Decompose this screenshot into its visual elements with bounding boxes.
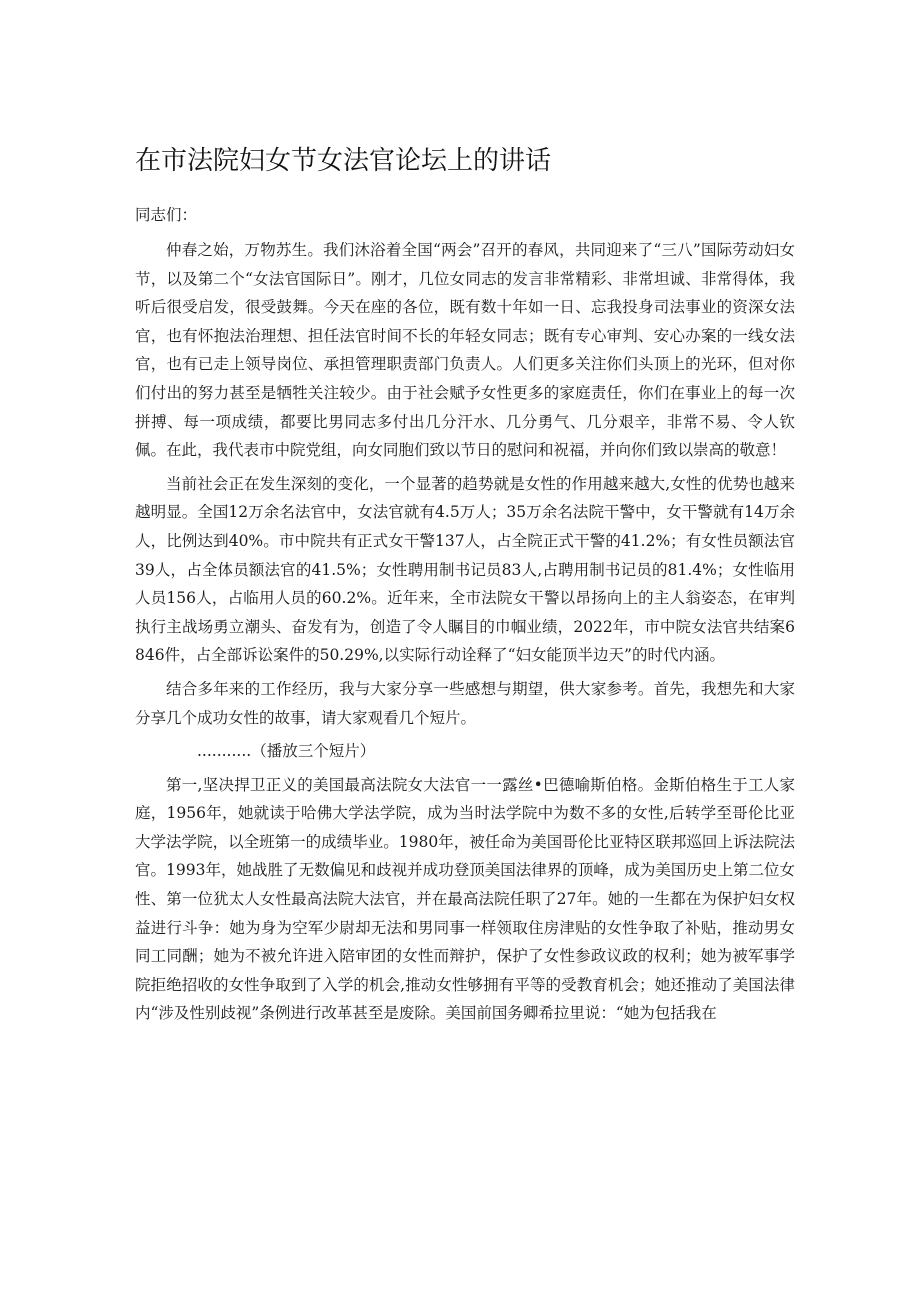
paragraph-ginsburg: 第一,坚决捍卫正义的美国最高法院女大法官一一露丝•巴德喻斯伯格。金斯伯格生于工人家庭，1956年，她就读于哈佛大学法学院，成为当时法学院中为数不多的女性,后转学至哥伦比亚大学法学院，以全班第一的成绩毕业。1980年，被任命为美国哥伦比亚特区联邦巡回上诉法院法官。1993年，她战胜了无数偏见和歧视并成功登顶美国法律界的顶峰，成为美国历史上第二位女性、第一位犹太人女性最高法院大法官，并在最高法院任职了27年。她的一生都在为保护妇女权益进行斗争：她为身为空军少尉却无法和男同事一样领取住房津贴的女性争取了补贴，推动男女同工同酬；她为不被允许进入陪审团的女性而辩护，保护了女性参政议政的权利；她为被军事学院拒绝招收的女性争取到了入学的机会,推动女性够拥有平等的受教育机会；她还推动了美国法律内“涉及性别歧视”条例进行改革甚至是废除。美国前国务卿希拉里说：“她为包括我在 — [135, 775, 795, 1023]
paragraph-opening: 仲春之始，万物苏生。我们沐浴着全国“两会”召开的春风，共同迎来了“三八”国际劳动妇女节，以及第二个“女法官国际日”。刚才，几位女同志的发言非常精彩、非常坦诚、非常得体，我听后很受启发，很受鼓舞。今天在座的各位，既有数十年如一日、忘我投身司法事业的资深女法官，也有怀抱法治理想、担任法官时间不长的年轻女同志；既有专心审判、安心办案的一线女法官，也有已走上领导岗位、承担管理职责部门负责人。人们更多关注你们头顶上的光环，但对你们付出的努力甚至是牺牲关注较少。由于社会赋予女性更多的家庭责任，你们在事业上的每一次拼搏、每一项成绩，都要比男同志多付出几分汗水、几分勇气、几分艰辛，非常不易、令人钦佩。在此，我代表市中院党组，向女同胞们致以节日的慰问和祝福，并向你们致以崇高的敬意！ — [135, 241, 795, 460]
document-title: 在市法院妇女节女法官论坛上的讲话 — [135, 146, 552, 176]
paragraph-sharing: 结合多年来的工作经历，我与大家分享一些感想与期望，供大家参考。首先，我想先和大家分享几个成功女性的故事，请大家观看几个短片。 — [135, 679, 795, 727]
video-note: ...........（播放三个短片） — [197, 742, 376, 761]
paragraph-statistics: 当前社会正在发生深刻的变化，一个显著的趋势就是女性的作用越来越大,女性的优势也越来越明显。全国12万余名法官中，女法官就有4.5万人；35万余名法院干警中，女干警就有14万余人，比例达到40%。市中院共有正式女干警137人，占全院正式干警的41.2%；有女性员额法官39人，占全体员额法官的41.5%；女性聘用制书记员83人,占聘用制书记员的81.4%；女性临用人员156人，占临用人员的60.2%。近年来，全市法院女干警以昂扬向上的主人翁姿态，在审判执行主战场勇立潮头、奋发有为，创造了令人瞩目的巾帼业绩，2022年，市中院女法官共结案6846件，占全部诉讼案件的50.29%,以实际行动诠释了“妇女能顶半边天”的时代内涵。 — [135, 474, 795, 665]
greeting: 同志们： — [135, 206, 198, 224]
document-body — [135, 236, 795, 1033]
